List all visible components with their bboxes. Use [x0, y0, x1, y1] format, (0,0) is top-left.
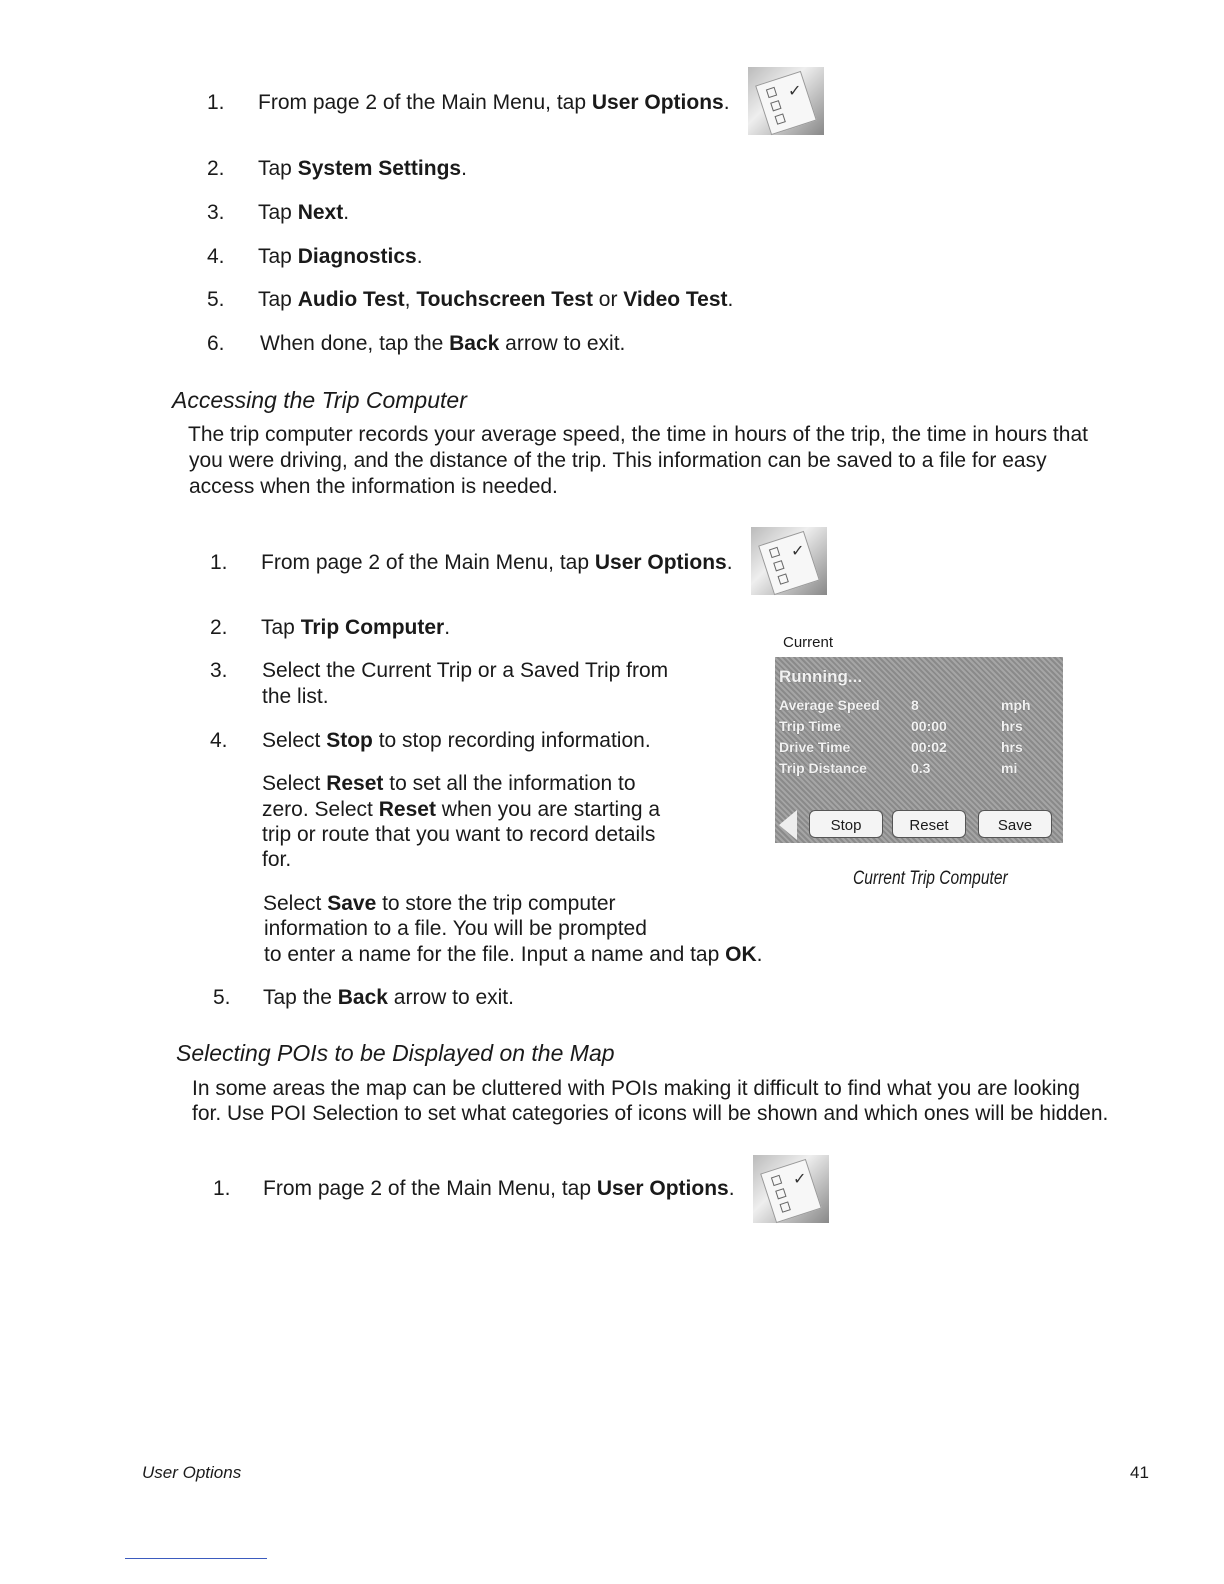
bold-term: Back: [449, 332, 500, 355]
bold-term: Back: [337, 986, 388, 1009]
stat-unit: mph: [1001, 697, 1031, 713]
bold-term: User Options: [596, 1177, 729, 1200]
user-options-icon: ✓: [751, 527, 827, 595]
bold-term: Video Test: [623, 288, 728, 311]
text-segment: Select: [263, 892, 328, 915]
step-text: [264, 943, 762, 967]
text-segment: From page 2 of the Main Menu, tap: [258, 91, 592, 114]
paragraph-line: for. Use POI Selection to set what categories of icons will be shown and which ones will be hidden.: [192, 1102, 1109, 1125]
text-segment: when you are starting a: [435, 798, 661, 821]
bold-term: Diagnostics: [297, 245, 417, 268]
text-segment: .: [461, 157, 467, 180]
step-text: [263, 1177, 735, 1201]
text-segment: for.: [262, 848, 292, 871]
stat-label: Trip Time: [779, 718, 841, 734]
step-text: [262, 659, 668, 683]
section-heading: Selecting POIs to be Displayed on the Map: [176, 1040, 615, 1066]
bold-term: User Options: [591, 91, 724, 114]
step-number: 3.: [207, 201, 225, 224]
text-segment: Select the Current Trip or a Saved Trip from: [262, 659, 669, 682]
stat-value: 0.3: [911, 760, 931, 776]
step-number: 5.: [207, 288, 225, 311]
stat-unit: mi: [1001, 760, 1018, 776]
stat-unit: hrs: [1001, 739, 1023, 755]
bold-term: Touchscreen Test: [416, 288, 593, 311]
figure-caption: Current Trip Computer: [853, 868, 1008, 889]
step-text: [262, 798, 660, 822]
text-segment: From page 2 of the Main Menu, tap: [261, 551, 595, 574]
paragraph-line: The trip computer records your average speed, the time in hours of the trip, the time in hours that: [188, 423, 1088, 446]
footer-rule: [125, 1558, 267, 1559]
bold-term: Reset: [326, 772, 384, 795]
text-segment: .: [726, 551, 733, 574]
text-segment: When done, tap the: [260, 332, 450, 355]
text-segment: .: [723, 91, 730, 114]
user-options-icon: ✓: [753, 1155, 829, 1223]
text-segment: arrow to exit.: [499, 332, 626, 355]
step-number: 4.: [210, 729, 228, 752]
step-number: 6.: [207, 332, 225, 355]
trip-panel: [775, 657, 1063, 843]
step-number: 1.: [213, 1177, 231, 1200]
bold-term: OK: [725, 943, 757, 966]
bold-term: Save: [327, 892, 377, 915]
step-text: [260, 332, 625, 356]
step-number: 2.: [210, 616, 228, 639]
step-text: [261, 616, 450, 640]
text-segment: Tap: [258, 157, 298, 180]
text-segment: Select: [262, 772, 327, 795]
step-text: [264, 917, 647, 941]
bold-term: User Options: [594, 551, 727, 574]
text-segment: or: [592, 288, 624, 311]
text-segment: Tap the: [263, 986, 338, 1009]
step-text: [262, 685, 329, 709]
text-segment: Tap: [261, 616, 301, 639]
bold-term: Reset: [378, 798, 436, 821]
stop-button: Stop: [809, 810, 883, 838]
text-segment: zero. Select: [262, 798, 379, 821]
back-arrow-icon: [779, 810, 797, 840]
text-segment: ,: [404, 288, 417, 311]
bold-term: Trip Computer: [300, 616, 445, 639]
stat-value: 00:00: [911, 718, 947, 734]
text-segment: .: [444, 616, 451, 639]
text-segment: arrow to exit.: [387, 986, 514, 1009]
step-text: [258, 245, 423, 269]
status-text: Running...: [779, 667, 863, 686]
step-text: [258, 91, 730, 115]
text-segment: Tap: [258, 245, 298, 268]
step-text: [262, 772, 636, 796]
stat-value: 8: [911, 697, 919, 713]
footer-section: User Options: [142, 1463, 242, 1482]
page-number: 41: [1130, 1463, 1149, 1482]
step-text: [261, 551, 733, 575]
step-text: [258, 201, 349, 225]
text-segment: Select: [262, 729, 327, 752]
text-segment: .: [756, 943, 763, 966]
step-number: 1.: [210, 551, 228, 574]
text-segment: to set all the information to: [383, 772, 636, 795]
user-options-icon: ✓: [748, 67, 824, 135]
stat-value: 00:02: [911, 739, 947, 755]
save-button: Save: [978, 810, 1052, 838]
bold-term: System Settings: [297, 157, 462, 180]
step-text: [262, 823, 655, 847]
stat-label: Average Speed: [779, 697, 880, 713]
text-segment: to store the trip computer: [376, 892, 616, 915]
text-segment: .: [416, 245, 423, 268]
step-text: [263, 892, 616, 916]
paragraph-line: you were driving, and the distance of the trip. This information can be saved to a file for easy: [189, 449, 1047, 472]
bold-term: Stop: [326, 729, 373, 752]
text-segment: Tap: [258, 288, 298, 311]
step-number: 4.: [207, 245, 225, 268]
step-text: [262, 729, 651, 753]
stat-unit: hrs: [1001, 718, 1023, 734]
bold-term: Audio Test: [297, 288, 405, 311]
stat-label: Drive Time: [779, 739, 851, 755]
bold-term: Next: [297, 201, 344, 224]
text-segment: Tap: [258, 201, 298, 224]
text-segment: .: [728, 1177, 735, 1200]
step-number: 2.: [207, 157, 225, 180]
text-segment: .: [727, 288, 734, 311]
stat-label: Trip Distance: [779, 760, 867, 776]
step-text: [258, 288, 733, 312]
step-number: 5.: [213, 986, 231, 1009]
reset-button: Reset: [892, 810, 966, 838]
text-segment: information to a file. You will be prompted: [264, 917, 647, 940]
text-segment: to enter a name for the file. Input a name and tap: [264, 943, 726, 966]
paragraph-line: In some areas the map can be cluttered with POIs making it difficult to find what you are looking: [192, 1077, 1080, 1100]
step-text: [262, 848, 291, 872]
screen-title: Current: [783, 634, 834, 651]
step-text: [258, 157, 467, 181]
step-number: 3.: [210, 659, 228, 682]
step-text: [263, 986, 514, 1010]
text-segment: trip or route that you want to record details: [262, 823, 656, 846]
trip-computer-screenshot: [775, 630, 1063, 843]
step-number: 1.: [207, 91, 225, 114]
section-heading: Accessing the Trip Computer: [172, 387, 467, 413]
text-segment: .: [343, 201, 350, 224]
text-segment: From page 2 of the Main Menu, tap: [263, 1177, 597, 1200]
paragraph-line: access when the information is needed.: [189, 475, 558, 498]
text-segment: to stop recording information.: [372, 729, 651, 752]
text-segment: the list.: [262, 685, 329, 708]
